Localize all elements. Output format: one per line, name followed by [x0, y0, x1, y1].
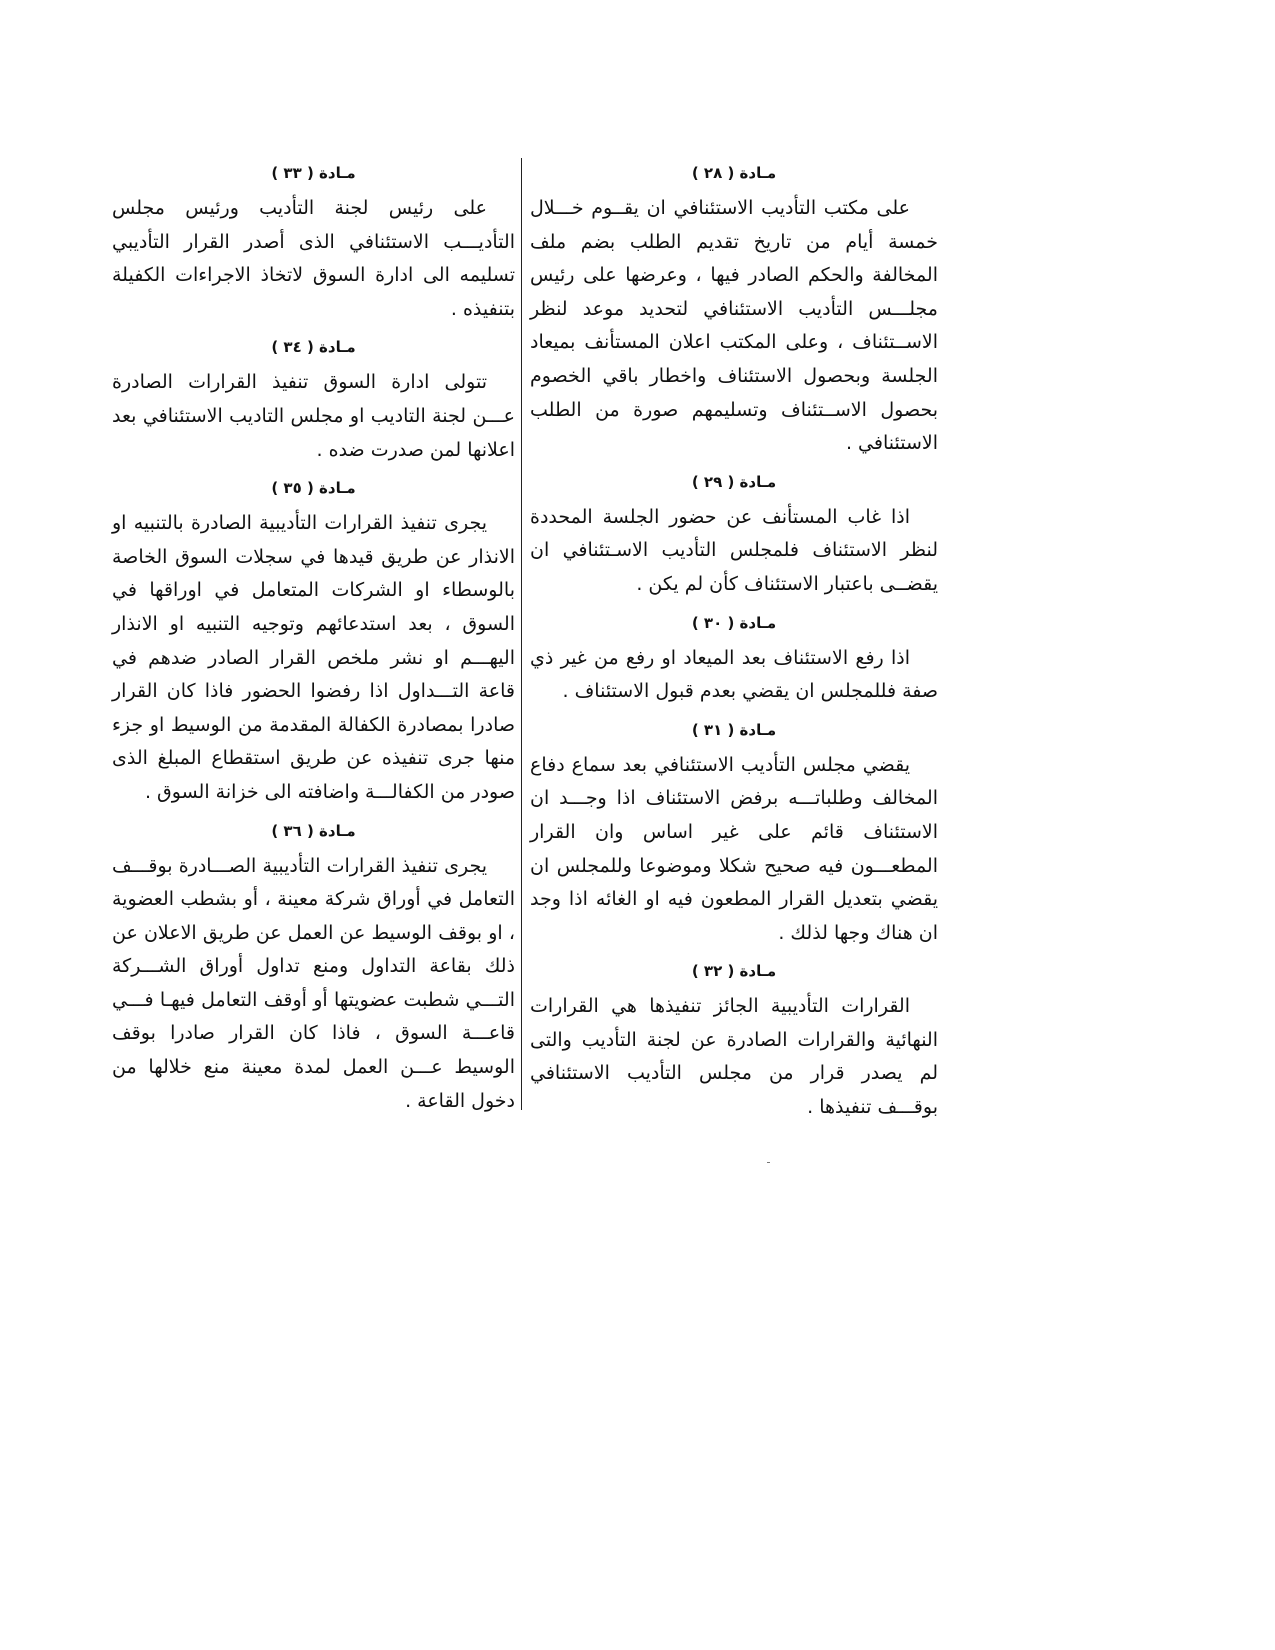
scan-speck — [767, 1162, 770, 1163]
article-29 — [530, 471, 938, 602]
article-35 — [112, 477, 515, 809]
article-28 — [530, 162, 938, 461]
column-divider — [521, 158, 522, 1110]
article-text: يجرى تنفيذ القرارات التأديبية الصـــادرة بوقـــف التعامل في أوراق شركة معينة ، أو بشطب العضوية ، او بوقف الوسيط عن العمل عن طريق الاعلان عن ذلك بقاعة التداول ومنع تداول أوراق الشـــركة التـــي شطبت عضويتها أو أوقف التعامل فيهـا فـــي قاعـــة السوق ، فاذا كان القرار صادرا بوقف الوسيط عـــن العمل لمدة معينة منع خلالها من دخول القاعة . — [112, 854, 515, 1112]
article-heading: مـادة ( ٣٤ ) — [271, 338, 356, 357]
article-heading: مـادة ( ٣٦ ) — [271, 821, 356, 840]
article-text: يقضي مجلس التأديب الاستئنافي بعد سماع دفاع المخالف وطلباتـــه برفض الاستئناف اذا وجـــد ان الاستئناف قائم على غير اساس وان القرار المطعـــون فيه صحيح شكلا وموضوعا وللمجلس ان يقضي بتعديل القرار المطعون فيه او الغائه اذا وجد ان هناك وجها لذلك . — [530, 753, 938, 944]
article-heading: مـادة ( ٣٣ ) — [271, 164, 356, 182]
article-text: يجرى تنفيذ القرارات التأديبية الصادرة بالتنبيه او الانذار عن طريق قيدها في سجلات السوق الخاصة بالوسطاء او الشركات المتعامل في اوراقها في السوق ، بعد استدعائهم وتوجيه التنبيه او الانذار اليهـــم او نشر ملخص القرار الصادر ضدهم في قاعة التـــداول اذا رفضوا الحضور فاذا كان القرار صادرا بمصادرة الكفالة المقدمة من الوسيط او جزء منها جرى تنفيذه عن طريق استقطاع المبلغ الذى صودر من الكفالـــة واضافته الى خزانة السوق . — [112, 512, 515, 803]
article-text: القرارات التأديبية الجائز تنفيذها هي القرارات النهائية والقرارات الصادرة عن لجنة التأديب والتى لم يصدر قرار من مجلس التأديب الاستئنافي بوقـــف تنفيذها . — [530, 995, 938, 1119]
article-text: على رئيس لجنة التأديب ورئيس مجلس التأديـــب الاستئنافي الذى أصدر القرار التأديبي تسليمه الى ادارة السوق لاتخاذ الاجراءات الكفيلة بتنفيذه . — [112, 197, 515, 320]
article-heading: مـادة ( ٣٠ ) — [691, 613, 777, 632]
article-heading: مـادة ( ٢٩ ) — [691, 472, 777, 491]
left-column — [112, 162, 515, 1118]
article-33 — [112, 162, 515, 326]
article-32 — [530, 960, 938, 1124]
article-30 — [530, 612, 938, 709]
article-text: تتولى ادارة السوق تنفيذ القرارات الصادرة عـــن لجنة التاديب او مجلس التاديب الاستئنافي بعد اعلانها لمن صدرت ضده . — [112, 371, 515, 461]
article-31 — [530, 719, 938, 951]
article-34 — [112, 336, 515, 467]
article-heading: مـادة ( ٣١ ) — [691, 720, 777, 739]
article-text: اذا رفع الاستئناف بعد الميعاد او رفع من غير ذي صفة فللمجلس ان يقضي بعدم قبول الاستئناف . — [530, 646, 938, 703]
article-heading: مـادة ( ٣٥ ) — [271, 479, 356, 498]
right-column — [530, 162, 938, 1125]
article-text: على مكتب التأديب الاستئنافي ان يقــوم خـــلال خمسة أيام من تاريخ تقديم الطلب بضم ملف المخالفة والحكم الصادر فيها ، وعرضها على رئيس مجلـــس التأديب الاستئنافي لتحديد موعد لنظر الاســتئناف ، وعلى المكتب اعلان المستأنف بميعاد الجلسة وبحصول الاستئناف واخطار باقي الخصوم بحصول الاســتئناف وتسليمهم صورة من الطلب الاستئنافي . — [530, 197, 938, 455]
article-heading: مـادة ( ٣٢ ) — [691, 962, 777, 981]
article-heading: مـادة ( ٢٨ ) — [691, 164, 777, 182]
article-36 — [112, 820, 515, 1119]
article-text: اذا غاب المستأنف عن حضور الجلسة المحددة لنظر الاستئناف فلمجلس التأديب الاسـتئنافي ان يقضــى باعتبار الاستئناف كأن لم يكن . — [530, 505, 938, 595]
